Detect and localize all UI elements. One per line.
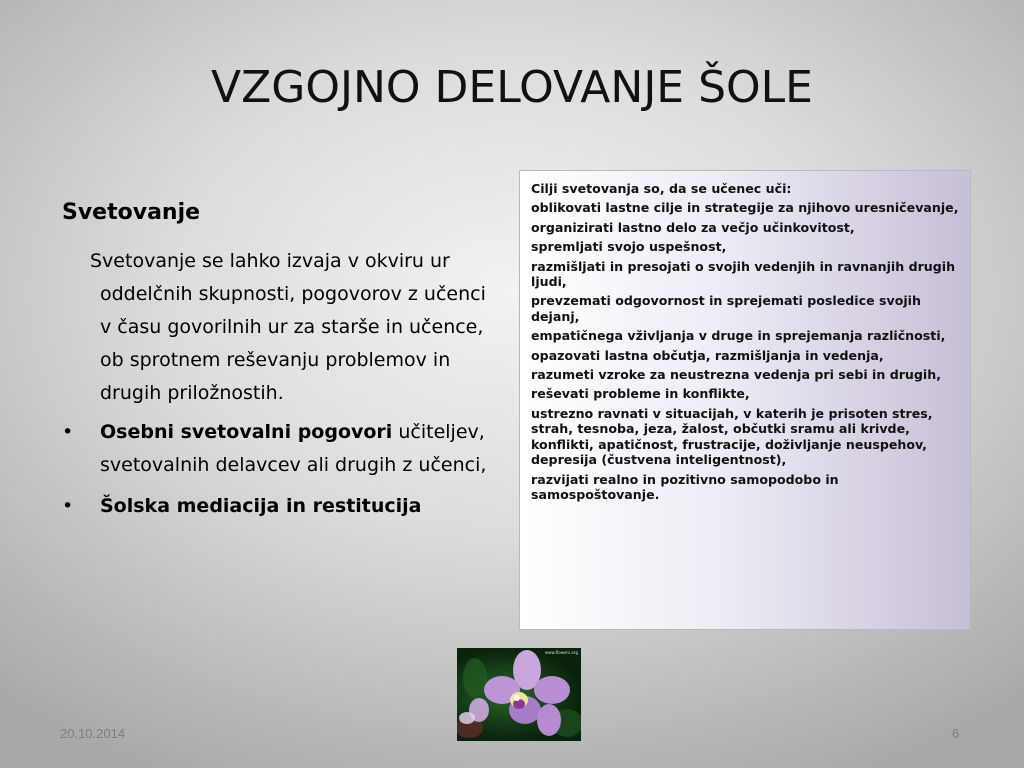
goal-item: prevzemati odgovornost in sprejemati posledice svojih dejanj, bbox=[531, 293, 921, 324]
page-number: 6 bbox=[952, 726, 960, 741]
bullet-text: učiteljev, svetovalnih delavcev ali drugih z učenci, bbox=[100, 421, 487, 476]
goal-item: oblikovati lastne cilje in strategije za njihovo uresničevanje, bbox=[531, 200, 959, 216]
bullet-item-1 bbox=[62, 416, 502, 482]
goal-item: razumeti vzroke za neustrezna vedenja pri sebi in drugih, bbox=[531, 367, 941, 383]
goals-intro: Cilji svetovanja so, da se učenec uči: bbox=[531, 181, 792, 196]
bullet-bold-text: Šolska mediacija in restitucija bbox=[100, 495, 422, 517]
goal-item: reševati probleme in konflikte, bbox=[531, 386, 750, 402]
goal-item: opazovati lastna občutja, razmišljanja in vedenja, bbox=[531, 347, 884, 363]
goal-item: razmišljati in presojati o svojih vedenjih in ravnanjih drugih ljudi, bbox=[531, 258, 956, 290]
goal-item: empatičnega vživljanja v druge in sprejemanja različnosti, bbox=[531, 328, 946, 344]
bullet-marker: • bbox=[62, 495, 74, 517]
goal-item: ustrezno ravnati v situacijah, v katerih je prisoten stres, strah, tesnoba, jeza, žalost, občutki sramu ali krivde, konflikti, apatičnost, frustracije, doživljanje neuspehov, depresija (čustvena inteligentnost), bbox=[531, 405, 933, 468]
slide-title: VZGOJNO DELOVANJE ŠOLE bbox=[211, 62, 813, 113]
intro-paragraph: Svetovanje se lahko izvaja v okviru ur oddelčnih skupnosti, pogovorov z učenci v času govorilnih ur za starše in učence, ob sprotnem reševanju problemov in drugih priložnostih. bbox=[90, 250, 486, 404]
bullet-item-2 bbox=[62, 490, 502, 523]
orchid-photo bbox=[457, 648, 581, 741]
goal-item: razvijati realno in pozitivno samopodobo in samospoštovanje. bbox=[531, 471, 839, 502]
goal-item: spremljati svojo uspešnost, bbox=[531, 239, 727, 255]
bullet-marker: • bbox=[62, 421, 74, 443]
section-heading: Svetovanje bbox=[62, 200, 201, 225]
photo-watermark: www.flowers.org bbox=[545, 650, 578, 655]
bullet-list bbox=[62, 416, 502, 523]
left-content bbox=[62, 200, 502, 531]
goals-box bbox=[519, 170, 971, 630]
bullet-bold-text: Osebni svetovalni pogovori bbox=[100, 421, 393, 443]
footer-date: 20.10.2014 bbox=[60, 726, 126, 741]
orchid-image bbox=[457, 648, 581, 741]
goal-item: organizirati lastno delo za večjo učinkovitost, bbox=[531, 219, 855, 235]
